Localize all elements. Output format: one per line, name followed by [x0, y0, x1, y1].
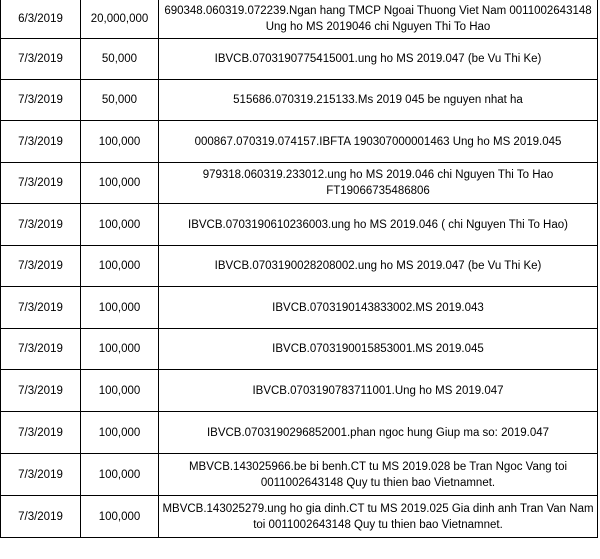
amount-cell: 100,000: [81, 121, 159, 163]
amount-cell: 100,000: [81, 163, 159, 204]
date-cell: 7/3/2019: [1, 39, 81, 80]
date-cell: 7/3/2019: [1, 80, 81, 121]
date-cell: 6/3/2019: [1, 0, 81, 39]
date-cell: 7/3/2019: [1, 121, 81, 163]
amount-cell: 50,000: [81, 80, 159, 121]
amount-cell: 100,000: [81, 496, 159, 538]
description-cell: IBVCB.0703190783711001.Ung ho MS 2019.047: [159, 370, 598, 412]
table-row: [1, 163, 598, 204]
date-cell: 7/3/2019: [1, 204, 81, 246]
table-row: [1, 412, 598, 454]
table-row: [1, 39, 598, 80]
donation-table-body: [1, 0, 598, 538]
description-cell: MBVCB.143025279.ung ho gia dinh.CT tu MS 2019.025 Gia dinh anh Tran Van Nam toi 0011002643148 Quy tu thien bao Vietnamnet.: [159, 496, 598, 538]
description-cell: 979318.060319.233012.ung ho MS 2019.046 chi Nguyen Thi To Hao FT19066735486806: [159, 163, 598, 204]
description-cell: 000867.070319.074157.IBFTA 190307000001463 Ung ho MS 2019.045: [159, 121, 598, 163]
amount-cell: 100,000: [81, 329, 159, 370]
table-row: [1, 454, 598, 496]
description-cell: IBVCB.0703190028208002.ung ho MS 2019.047 (be Vu Thi Ke): [159, 246, 598, 287]
amount-cell: 100,000: [81, 454, 159, 496]
date-cell: 7/3/2019: [1, 287, 81, 329]
amount-cell: 100,000: [81, 370, 159, 412]
date-cell: 7/3/2019: [1, 246, 81, 287]
table-row: [1, 80, 598, 121]
date-cell: 7/3/2019: [1, 163, 81, 204]
amount-cell: 20,000,000: [81, 0, 159, 39]
table-row: [1, 496, 598, 538]
table-row: [1, 246, 598, 287]
amount-cell: 100,000: [81, 246, 159, 287]
amount-cell: 100,000: [81, 204, 159, 246]
description-cell: 690348.060319.072239.Ngan hang TMCP Ngoai Thuong Viet Nam 0011002643148 Ung ho MS 2019046 chi Nguyen Thi To Hao: [159, 0, 598, 39]
table-row: [1, 204, 598, 246]
description-cell: IBVCB.0703190143833002.MS 2019.043: [159, 287, 598, 329]
description-cell: IBVCB.0703190610236003.ung ho MS 2019.046 ( chi Nguyen Thi To Hao): [159, 204, 598, 246]
amount-cell: 100,000: [81, 287, 159, 329]
amount-cell: 50,000: [81, 39, 159, 80]
table-row: [1, 121, 598, 163]
amount-cell: 100,000: [81, 412, 159, 454]
description-cell: 515686.070319.215133.Ms 2019 045 be nguyen nhat ha: [159, 80, 598, 121]
description-cell: MBVCB.143025966.be bi benh.CT tu MS 2019.028 be Tran Ngoc Vang toi 0011002643148 Quy tu thien bao Vietnamnet.: [159, 454, 598, 496]
description-cell: IBVCB.0703190296852001.phan ngoc hung Giup ma so: 2019.047: [159, 412, 598, 454]
table-row: [1, 329, 598, 370]
date-cell: 7/3/2019: [1, 370, 81, 412]
date-cell: 7/3/2019: [1, 496, 81, 538]
table-row: [1, 370, 598, 412]
date-cell: 7/3/2019: [1, 412, 81, 454]
description-cell: IBVCB.0703190775415001.ung ho MS 2019.047 (be Vu Thi Ke): [159, 39, 598, 80]
description-cell: IBVCB.0703190015853001.MS 2019.045: [159, 329, 598, 370]
table-row: [1, 287, 598, 329]
date-cell: 7/3/2019: [1, 329, 81, 370]
table-row: [1, 0, 598, 39]
date-cell: 7/3/2019: [1, 454, 81, 496]
